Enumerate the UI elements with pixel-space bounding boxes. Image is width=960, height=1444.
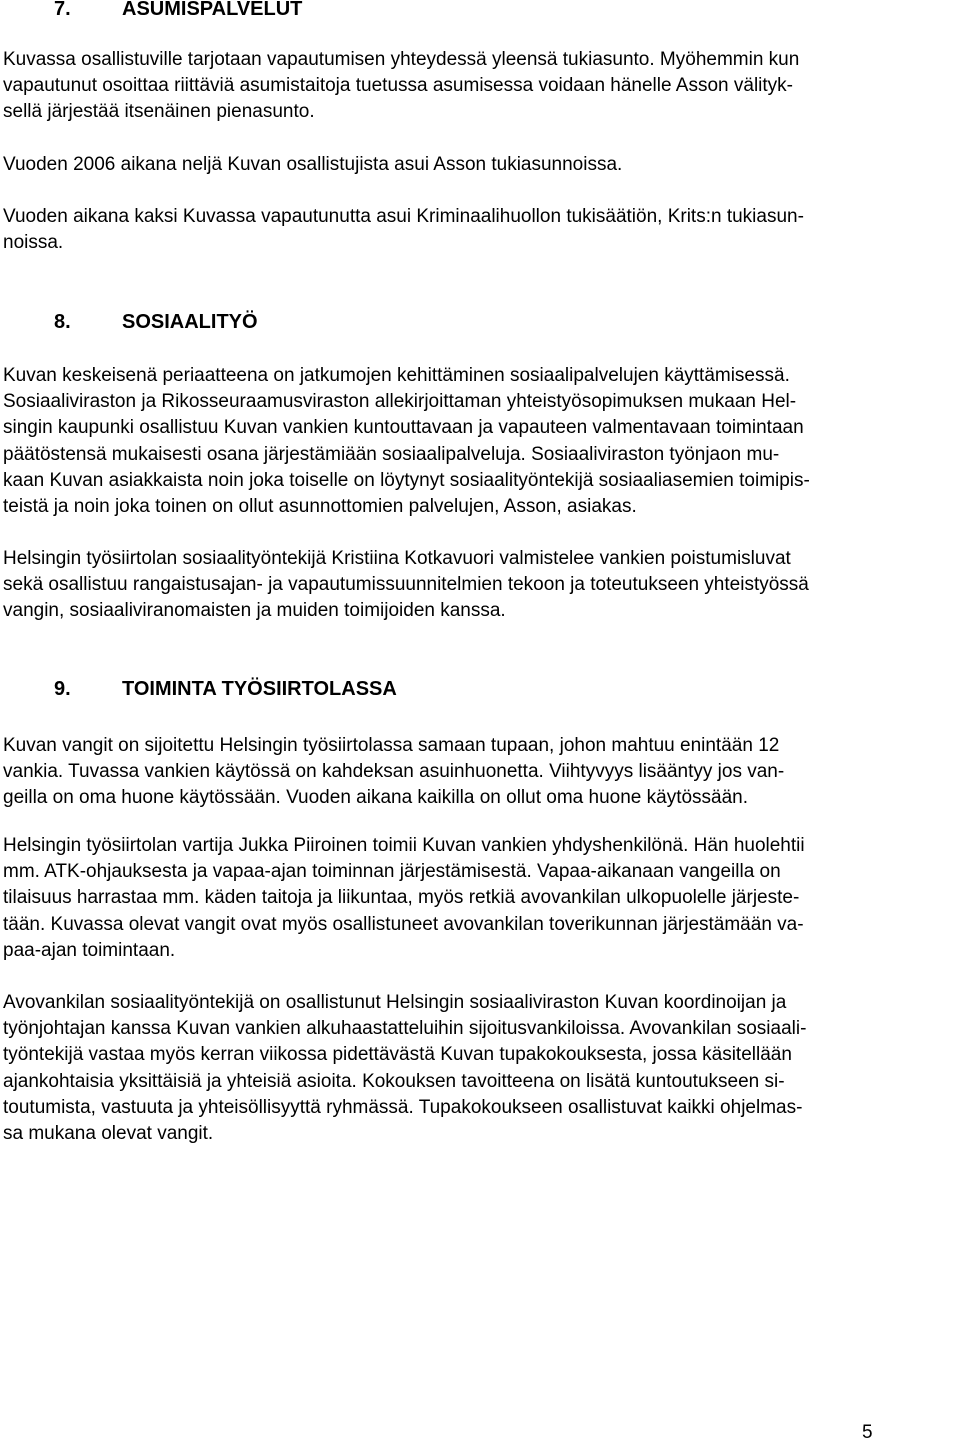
text-line: Kuvassa osallistuville tarjotaan vapautumisen yhteydessä yleensä tukiasunto. Myöhemmin kun — [3, 49, 800, 70]
text-line: Vuoden 2006 aikana neljä Kuvan osallistujista asui Asson tukiasunnoissa. — [3, 154, 623, 175]
text-line: geilla on oma huone käytössään. Vuoden aikana kaikilla on ollut oma huone käytössään. — [3, 787, 749, 809]
text-line: päätöstensä mukaisesti osana järjestämiään sosiaalipalveluja. Sosiaaliviraston työnjaon mu- — [3, 443, 780, 465]
section-8-title: SOSIAALITYÖ — [122, 311, 258, 333]
text-line: singin kaupunki osallistuu Kuvan vankien kuntouttavaan ja vapauteen valmentavaan toimintaan — [3, 417, 804, 439]
text-line: Kuvan vangit on sijoitettu Helsingin työsiirtolassa samaan tupaan, johon mahtuu enintään 12 — [3, 735, 780, 756]
text-line: sellä järjestää itsenäinen pienasunto. — [3, 101, 315, 123]
text-line: vapautunut osoittaa riittäviä asumistaitoja tuetussa asumisessa voidaan hänelle Asson välityk- — [3, 75, 793, 97]
section-8-paragraph-1 — [3, 363, 957, 520]
text-line: tilaisuus harrastaa mm. käden taitoja ja liikuntaa, myös retkiä avovankilan ulkopuolelle järjeste- — [3, 887, 800, 909]
text-line: sekä osallistuu rangaistusajan- ja vapautumissuunnitelmien tekoon ja toteutukseen yhteistyössä — [3, 574, 809, 596]
text-line: Avovankilan sosiaalityöntekijä on osallistunut Helsingin sosiaaliviraston Kuvan koordinoijan ja — [3, 992, 787, 1013]
text-line: teistä ja noin joka toinen on ollut asunnottomien palvelujen, Asson, asiakas. — [3, 496, 637, 518]
text-line: sa mukana olevat vangit. — [3, 1123, 214, 1145]
text-line: työnjohtajan kanssa Kuvan vankien alkuhaastatteluihin sijoitusvankiloissa. Avovankilan sosiaali- — [3, 1018, 807, 1040]
text-line: Vuoden aikana kaksi Kuvassa vapautunutta asui Kriminaalihuollon tukisäätiön, Krits:n tukiasun- — [3, 206, 804, 227]
section-9-paragraph-2 — [3, 833, 957, 964]
section-7-paragraph-1 — [3, 47, 957, 126]
section-9-number: 9. — [54, 678, 71, 700]
text-line: Helsingin työsiirtolan vartija Jukka Piiroinen toimii Kuvan vankien yhdyshenkilönä. Hän huolehtii — [3, 835, 805, 856]
text-line: kaan Kuvan asiakkaista noin joka toiselle on löytynyt sosiaalityöntekijä sosiaaliasemien toimipis- — [3, 469, 810, 491]
section-7-title: ASUMISPALVELUT — [122, 0, 303, 20]
section-8-paragraph-2 — [3, 546, 957, 625]
section-9-paragraph-1 — [3, 733, 957, 812]
section-9-paragraph-3 — [3, 990, 957, 1147]
text-line: työntekijä vastaa myös kerran viikossa pidettävästä Kuvan tupakokouksesta, jossa käsitellään — [3, 1044, 792, 1066]
text-line: Kuvan keskeisenä periaatteena on jatkumojen kehittäminen sosiaalipalvelujen käyttämisessä. — [3, 365, 790, 386]
text-line: Helsingin työsiirtolan sosiaalityöntekijä Kristiina Kotkavuori valmistelee vankien poistumisluvat — [3, 548, 791, 569]
text-line: toutumista, vastuuta ja yhteisöllisyyttä ryhmässä. Tupakokoukseen osallistuvat kaikki ohjelmas- — [3, 1096, 803, 1118]
section-9-title: TOIMINTA TYÖSIIRTOLASSA — [122, 678, 397, 700]
section-7-number: 7. — [54, 0, 71, 20]
section-7-paragraph-2 — [3, 152, 957, 178]
text-line: ajankohtaisia yksittäisiä ja yhteisiä asioita. Kokouksen tavoitteena on lisätä kuntoutukseen si- — [3, 1070, 785, 1092]
page-number: 5 — [862, 1422, 873, 1443]
section-8-number: 8. — [54, 311, 71, 333]
section-7-paragraph-3 — [3, 204, 957, 256]
text-line: vankia. Tuvassa vankien käytössä on kahdeksan asuinhuonetta. Viihtyvyys lisääntyy jos van- — [3, 761, 785, 783]
text-line: mm. ATK-ohjauksesta ja vapaa-ajan toiminnan järjestämisestä. Vapaa-aikanaan vangeilla on — [3, 861, 781, 883]
text-line: vangin, sosiaaliviranomaisten ja muiden toimijoiden kanssa. — [3, 600, 506, 622]
text-line: noissa. — [3, 232, 64, 254]
text-line: Sosiaaliviraston ja Rikosseuraamusviraston allekirjoittaman yhteistyösopimuksen mukaan Hel- — [3, 391, 797, 413]
text-line: paa-ajan toimintaan. — [3, 939, 176, 961]
text-line: tään. Kuvassa olevat vangit ovat myös osallistuneet avovankilan toverikunnan järjestämään va- — [3, 913, 804, 935]
